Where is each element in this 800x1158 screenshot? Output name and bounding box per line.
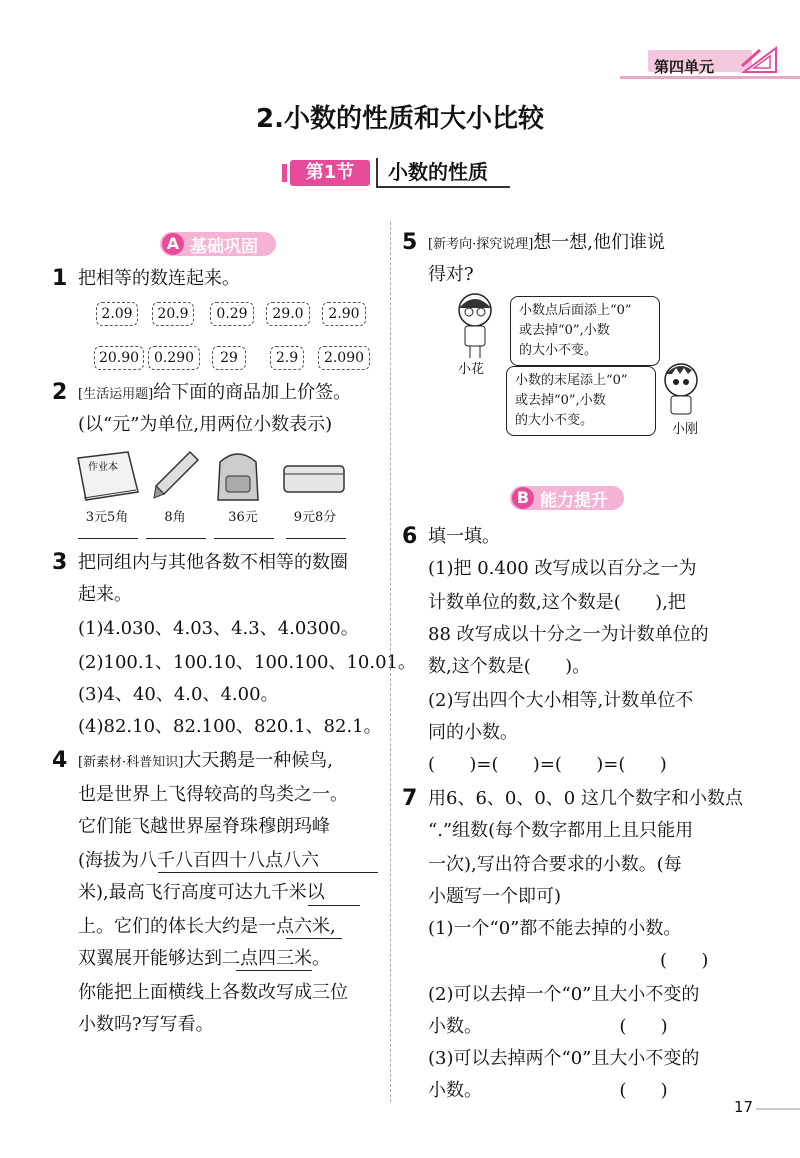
q4-underline xyxy=(158,872,378,873)
boy-icon xyxy=(656,360,706,420)
q2-line1 xyxy=(78,378,351,410)
price-blank[interactable] xyxy=(78,538,138,539)
q3-group: (3)4、40、4.0、4.00。 xyxy=(78,684,279,705)
q4-line: 米),最高飞行高度可达九千米以 xyxy=(78,882,325,903)
q1-box[interactable]: 0.29 xyxy=(210,302,254,326)
bubble-line: 的大小不变。 xyxy=(515,413,594,428)
q4-underline xyxy=(308,905,360,906)
q4-line1 xyxy=(78,746,333,778)
bubble-line: 小数的末尾添上“0” xyxy=(515,373,628,388)
q3-line2: 起来。 xyxy=(78,584,132,605)
bubble-line: 的大小不变。 xyxy=(519,343,598,358)
unit-label: 第四单元 xyxy=(654,58,715,76)
q5-number: 5 xyxy=(402,230,418,255)
q3-group: (2)100.1、100.10、100.100、10.01。 xyxy=(78,652,416,673)
notebook-label: 作业本 xyxy=(88,462,118,473)
q6-number: 6 xyxy=(402,524,418,549)
q5-line2: 得对? xyxy=(428,264,474,285)
section-badge: 第1节 xyxy=(290,160,370,186)
price-blank[interactable] xyxy=(146,538,206,539)
price-label: 36元 xyxy=(228,510,258,525)
q5-line1 xyxy=(428,228,665,260)
q1-box[interactable]: 2.090 xyxy=(318,346,370,370)
backpack-icon xyxy=(210,446,266,506)
q6-line: 同的小数。 xyxy=(428,722,518,743)
q4-line: (海拔为八千八百四十八点八六 xyxy=(78,850,320,871)
q1-box[interactable]: 2.9 xyxy=(270,346,304,370)
boy-speech-bubble xyxy=(506,366,656,436)
q6-line: 数,这个数是( )。 xyxy=(428,656,591,677)
q7-line[interactable]: 小数。 ( ) xyxy=(428,1080,668,1101)
q3-group: (1)4.030、4.03、4.3、4.0300。 xyxy=(78,618,359,639)
q6-line: 88 改写成以十分之一为计数单位的 xyxy=(428,624,709,645)
q6-line: 计数单位的数,这个数是( ),把 xyxy=(428,592,686,613)
q6-line1: 填一填。 xyxy=(428,526,500,547)
q7-line: (2)可以去掉一个“0”且大小不变的 xyxy=(428,984,700,1005)
q2-tag: [生活运用题] xyxy=(78,387,154,402)
q3-line1: 把同组内与其他各数不相等的数圈 xyxy=(78,552,348,573)
boy-name: 小刚 xyxy=(672,422,699,437)
part-b-pill xyxy=(510,486,624,510)
q4-line: 也是世界上飞得较高的鸟类之一。 xyxy=(78,784,348,805)
q6-answer-row[interactable]: ( )=( )=( )=( ) xyxy=(428,754,667,775)
q7-line: 用6、6、0、0、0 这几个数字和小数点 xyxy=(428,788,743,809)
q1-number: 1 xyxy=(52,266,68,291)
part-a-letter: A xyxy=(162,233,184,255)
q1-box[interactable]: 29 xyxy=(212,346,246,370)
q4-line: 双翼展开能够达到二点四三米。 xyxy=(78,948,330,969)
q2-line2: (以“元”为单位,用两位小数表示) xyxy=(78,414,333,435)
q7-number: 7 xyxy=(402,786,418,811)
part-b-letter: B xyxy=(512,487,534,509)
q4-underline xyxy=(236,970,312,971)
q4-line: 小数吗?写写看。 xyxy=(78,1014,214,1035)
q1-box[interactable]: 20.9 xyxy=(152,302,194,326)
q4-line: 上。它们的体长大约是一点六米, xyxy=(78,916,336,937)
bubble-line: 或去掉“0”,小数 xyxy=(519,323,610,338)
q1-box[interactable]: 0.290 xyxy=(148,346,200,370)
bubble-line: 小数点后面添上“0” xyxy=(519,303,632,318)
bubble-line: 或去掉“0”,小数 xyxy=(515,393,606,408)
q1-box[interactable]: 2.90 xyxy=(322,302,366,326)
girl-icon xyxy=(450,290,500,360)
q7-answer-blank[interactable]: ( ) xyxy=(660,950,709,971)
q7-line: 一次),写出符合要求的小数。(每 xyxy=(428,854,682,875)
pencil-icon xyxy=(150,448,202,504)
q4-text: 大天鹅是一种候鸟, xyxy=(183,750,334,771)
part-a-label: 基础巩固 xyxy=(190,236,258,257)
q1-box[interactable]: 29.0 xyxy=(266,302,310,326)
q6-line: (1)把 0.400 改写成以百分之一为 xyxy=(428,558,697,579)
q2-number: 2 xyxy=(52,380,68,405)
q3-group: (4)82.10、82.100、820.1、82.1。 xyxy=(78,716,382,737)
q4-number: 4 xyxy=(52,748,68,773)
q1-text: 把相等的数连起来。 xyxy=(78,268,240,289)
page-number-rule xyxy=(756,1108,800,1110)
price-label: 9元8分 xyxy=(293,510,337,525)
price-label: 3元5角 xyxy=(85,510,129,525)
section-title: 小数的性质 xyxy=(376,158,510,188)
unit-tab xyxy=(648,44,782,78)
ruler-triangle-icon xyxy=(740,44,780,76)
q4-underline xyxy=(286,938,342,939)
page-number: 17 xyxy=(734,1098,754,1116)
pencil-box-icon xyxy=(280,456,350,500)
girl-speech-bubble xyxy=(510,296,660,366)
q5-tag: [新考向·探究说理] xyxy=(428,237,534,252)
q1-box[interactable]: 2.09 xyxy=(96,302,138,326)
q6-line: (2)写出四个大小相等,计数单位不 xyxy=(428,690,694,711)
q2-text: 给下面的商品加上价签。 xyxy=(153,382,352,403)
part-b-label: 能力提升 xyxy=(540,490,608,511)
price-label: 8角 xyxy=(164,510,186,525)
q7-line: “.”组数(每个数字都用上且只能用 xyxy=(428,820,694,841)
q1-box[interactable]: 20.90 xyxy=(94,346,144,370)
price-blank[interactable] xyxy=(214,538,274,539)
notebook-icon xyxy=(74,448,142,504)
q5-text: 想一想,他们谁说 xyxy=(533,232,666,253)
price-blank[interactable] xyxy=(286,538,346,539)
part-a-pill xyxy=(160,232,276,256)
q3-number: 3 xyxy=(52,550,68,575)
q4-line: 它们能飞越世界屋脊珠穆朗玛峰 xyxy=(78,816,330,837)
page-title: 2.小数的性质和大小比较 xyxy=(256,104,544,134)
q7-line: (1)一个“0”都不能去掉的小数。 xyxy=(428,918,682,939)
girl-name: 小花 xyxy=(458,362,485,377)
q7-line: 小题写一个即可) xyxy=(428,886,562,907)
q4-line: 你能把上面横线上各数改写成三位 xyxy=(78,982,348,1003)
q7-line: (3)可以去掉两个“0”且大小不变的 xyxy=(428,1048,700,1069)
q4-tag: [新素材·科普知识] xyxy=(78,755,184,770)
q7-line[interactable]: 小数。 ( ) xyxy=(428,1016,668,1037)
